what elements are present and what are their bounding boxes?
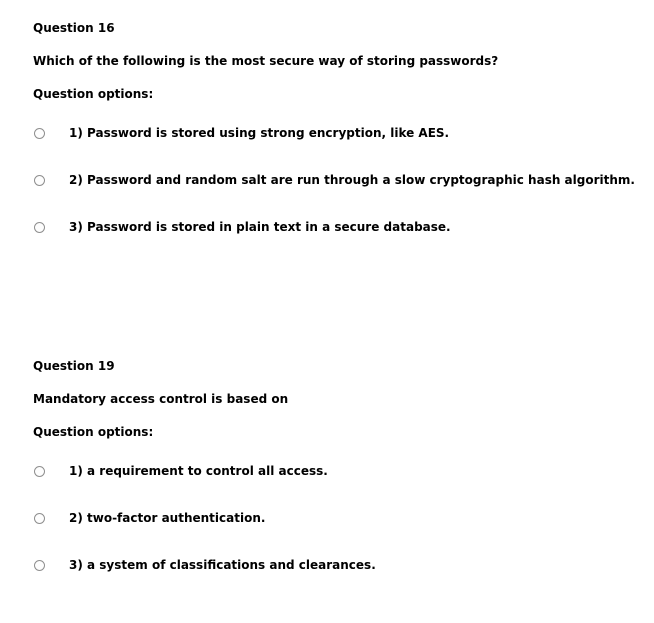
radio-button[interactable] [34,560,45,571]
option-1[interactable] [33,125,643,142]
question-prompt: Which of the following is the most secure way of storing passwords? [33,54,499,68]
option-text: 3) a system of classifications and clearances. [69,558,376,572]
question-16 [33,20,643,266]
option-text: 2) two-factor authentication. [69,511,266,525]
question-prompt: Mandatory access control is based on [33,392,289,406]
option-3[interactable] [33,557,643,574]
option-text: 3) Password is stored in plain text in a secure database. [69,220,451,234]
question-19 [33,358,643,604]
option-3[interactable] [33,219,643,236]
option-text: 1) a requirement to control all access. [69,464,328,478]
question-title: Question 16 [33,21,115,35]
radio-button[interactable] [34,175,45,186]
radio-button[interactable] [34,222,45,233]
option-2[interactable] [33,172,643,189]
option-text: 1) Password is stored using strong encryption, like AES. [69,126,450,140]
question-options-label: Question options: [33,425,154,439]
option-text: 2) Password and random salt are run through a slow cryptographic hash algorithm. [69,173,635,187]
radio-button[interactable] [34,466,45,477]
option-2[interactable] [33,510,643,527]
question-title: Question 19 [33,359,115,373]
radio-button[interactable] [34,513,45,524]
option-1[interactable] [33,463,643,480]
question-options-label: Question options: [33,87,154,101]
radio-button[interactable] [34,128,45,139]
